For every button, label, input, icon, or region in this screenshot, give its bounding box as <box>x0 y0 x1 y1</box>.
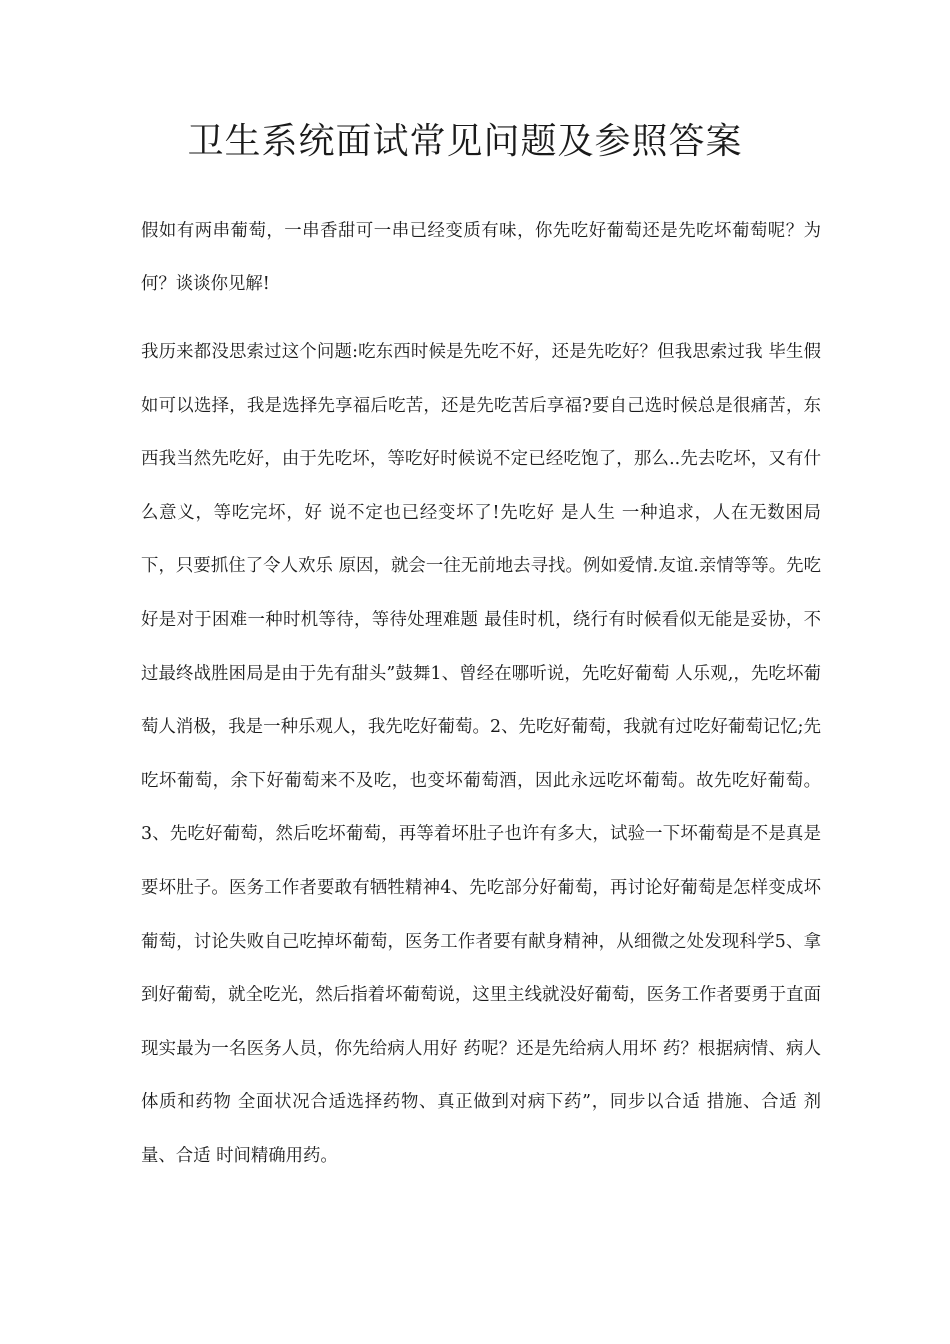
interview-question: 假如有两串葡萄，一串香甜可一串已经变质有味，你先吃好葡萄还是先吃坏葡萄呢？为何？谈谈你见解! <box>141 221 821 294</box>
reference-answer: 我历来都没思索过这个问题:吃东西时候是先吃不好，还是先吃好？但我思索过我 毕生假如可以选择，我是选择先享福后吃苦，还是先吃苦后享福?要自己选时候总是很痛苦，东西我当然先吃好，由于先吃坏，等吃好时候说不定已经吃饱了，那么..先去吃坏，又有什么意义，等吃完坏，好 说不定也已经变坏了!先吃好 是人生 一种追求，人在无数困局下，只要抓住了令人欢乐 原因，就会一往无前地去寻找。例如爱情.友谊.亲情等等。先吃好是对于困难一种时机等待，等待处理难题 最佳时机，绕行有时候看似无能是妥协，不过最终战胜困局是由于先有甜头”鼓舞1、曾经在哪听说，先吃好葡萄 人乐观,，先吃坏葡萄人消极，我是一种乐观人，我先吃好葡萄。2、先吃好葡萄，我就有过吃好葡萄记忆;先吃坏葡萄，余下好葡萄来不及吃，也变坏葡萄酒，因此永远吃坏葡萄。故先吃好葡萄。3、先吃好葡萄，然后吃坏葡萄，再等着坏肚子也许有多大，试验一下坏葡萄是不是真是要坏肚子。医务工作者要敢有牺牲精神4、先吃部分好葡萄，再讨论好葡萄是怎样变成坏葡萄，讨论失败自己吃掉坏葡萄，医务工作者要有献身精神，从细微之处发现科学5、拿到好葡萄，就全吃光，然后指着坏葡萄说，这里主线就没好葡萄，医务工作者要勇于直面现实最为一名医务人员，你先给病人用好 药呢？还是先给病人用坏 药？根据病情、病人体质和药物 全面状况合适选择药物、真正做到对病下药”，同步以合适 措施、合适 剂量、合适 时间精确用药。 <box>141 342 821 1166</box>
document-title: 卫生系统面试常见问题及参照答案 <box>187 121 743 162</box>
